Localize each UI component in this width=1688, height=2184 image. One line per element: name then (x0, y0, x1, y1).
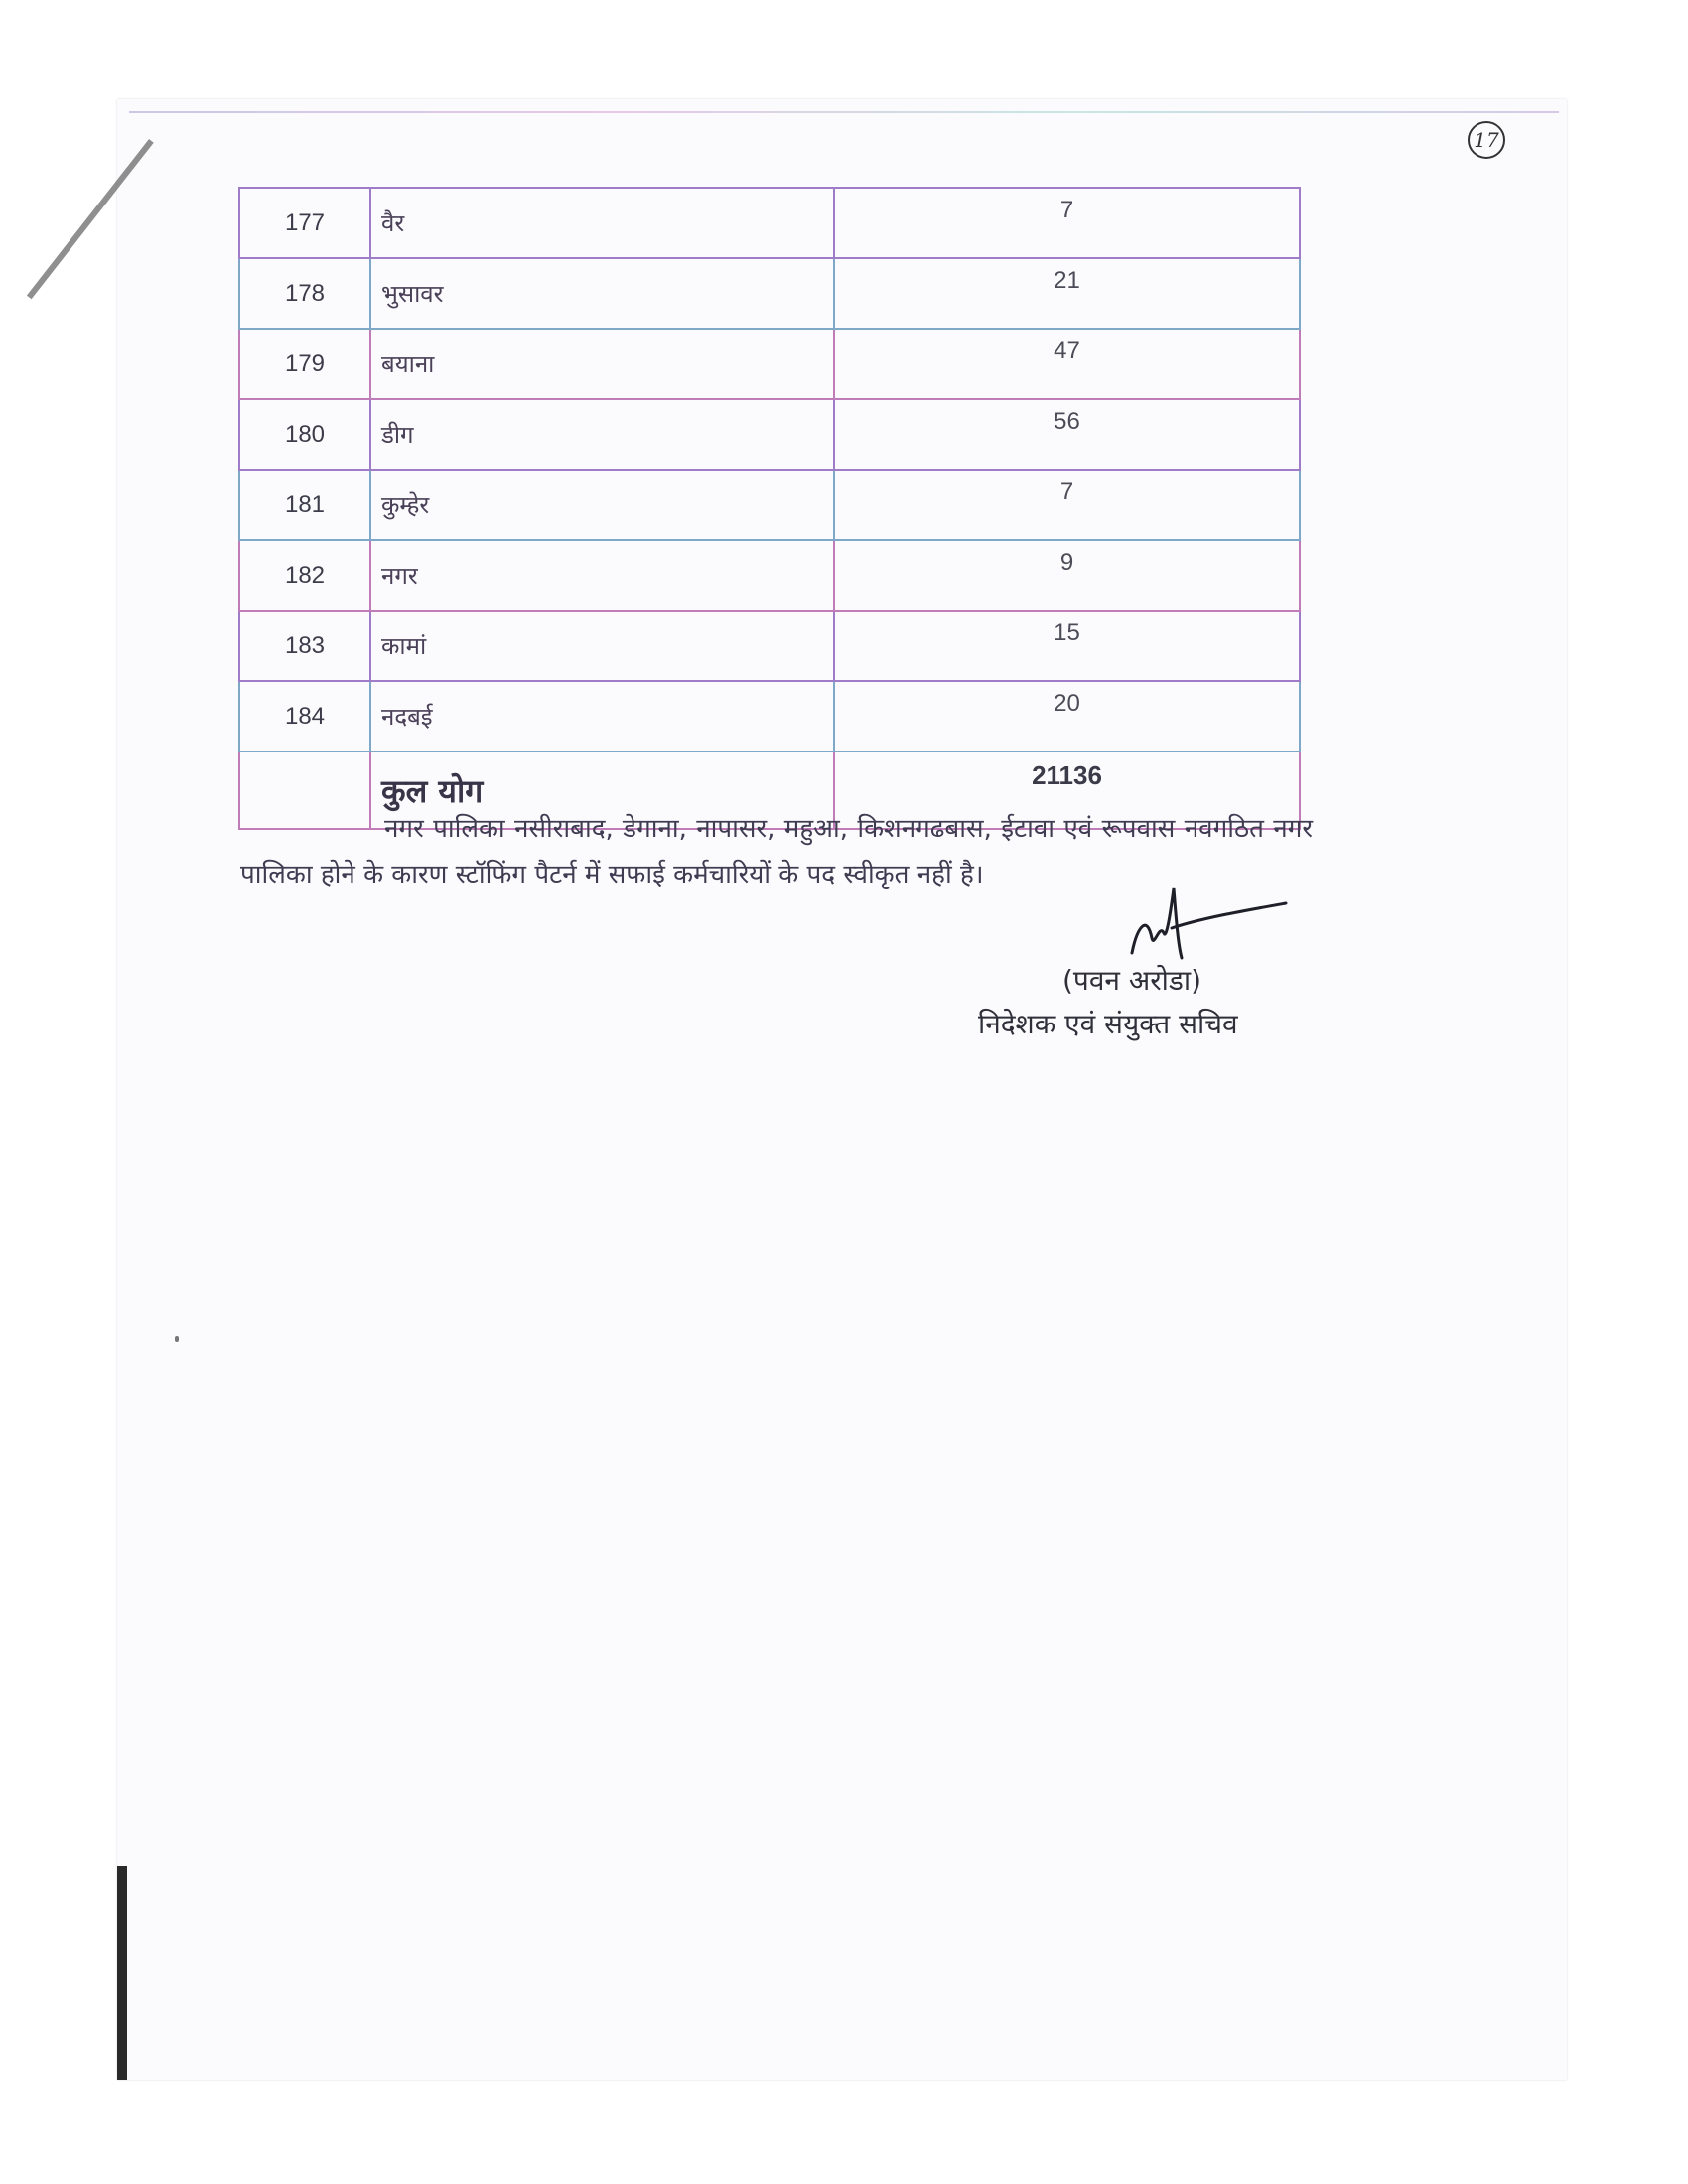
municipality-name-cell: वैर (370, 188, 834, 258)
count-cell: 56 (834, 399, 1300, 470)
table-row (239, 470, 1300, 540)
total-value: 21136 (834, 751, 1300, 829)
table-row (239, 611, 1300, 681)
count-cell: 47 (834, 329, 1300, 399)
serial-number-cell: 178 (239, 258, 370, 329)
table-row (239, 188, 1300, 258)
footnote-paragraph: नगर पालिका नसीराबाद, डेगाना, नापासर, महुआ, किशनगढबास, ईटावा एवं रूपवास नवगठित नगर पालिका होने के कारण स्टॉफिंग पैटर्न में सफाई कर्मचारियों के पद स्वीकृत नहीं है। (240, 814, 1313, 889)
table-row (239, 399, 1300, 470)
serial-number-cell: 177 (239, 188, 370, 258)
count-cell: 7 (834, 470, 1300, 540)
handwritten-signature (1112, 884, 1291, 973)
table-row (239, 329, 1300, 399)
count-cell: 20 (834, 681, 1300, 751)
serial-number-cell: 182 (239, 540, 370, 611)
scan-top-edge (129, 111, 1559, 113)
table-row (239, 258, 1300, 329)
count-cell: 7 (834, 188, 1300, 258)
total-label: कुल योग (370, 751, 834, 829)
count-cell: 15 (834, 611, 1300, 681)
page-number: 17 (1468, 121, 1505, 159)
municipality-name-cell: नगर (370, 540, 834, 611)
signatory-name: (पवन अरोडा) (1062, 964, 1202, 997)
scan-speck (175, 1336, 179, 1342)
municipality-name-cell: बयाना (370, 329, 834, 399)
serial-number-cell: 179 (239, 329, 370, 399)
serial-number-cell: 184 (239, 681, 370, 751)
municipality-name-cell: कुम्हेर (370, 470, 834, 540)
data-table (238, 187, 1301, 830)
municipality-name-cell: भुसावर (370, 258, 834, 329)
count-cell: 9 (834, 540, 1300, 611)
serial-number-cell: 183 (239, 611, 370, 681)
municipality-name-cell: डीग (370, 399, 834, 470)
serial-number-cell: 180 (239, 399, 370, 470)
municipality-name-cell: नदबई (370, 681, 834, 751)
table-body (239, 188, 1300, 829)
count-cell: 21 (834, 258, 1300, 329)
signatory-title: निदेशक एवं संयुक्त सचिव (978, 1008, 1238, 1040)
scan-left-edge (117, 1866, 127, 2080)
serial-number-cell: 181 (239, 470, 370, 540)
municipality-name-cell: कामां (370, 611, 834, 681)
table-row (239, 540, 1300, 611)
table-row (239, 681, 1300, 751)
